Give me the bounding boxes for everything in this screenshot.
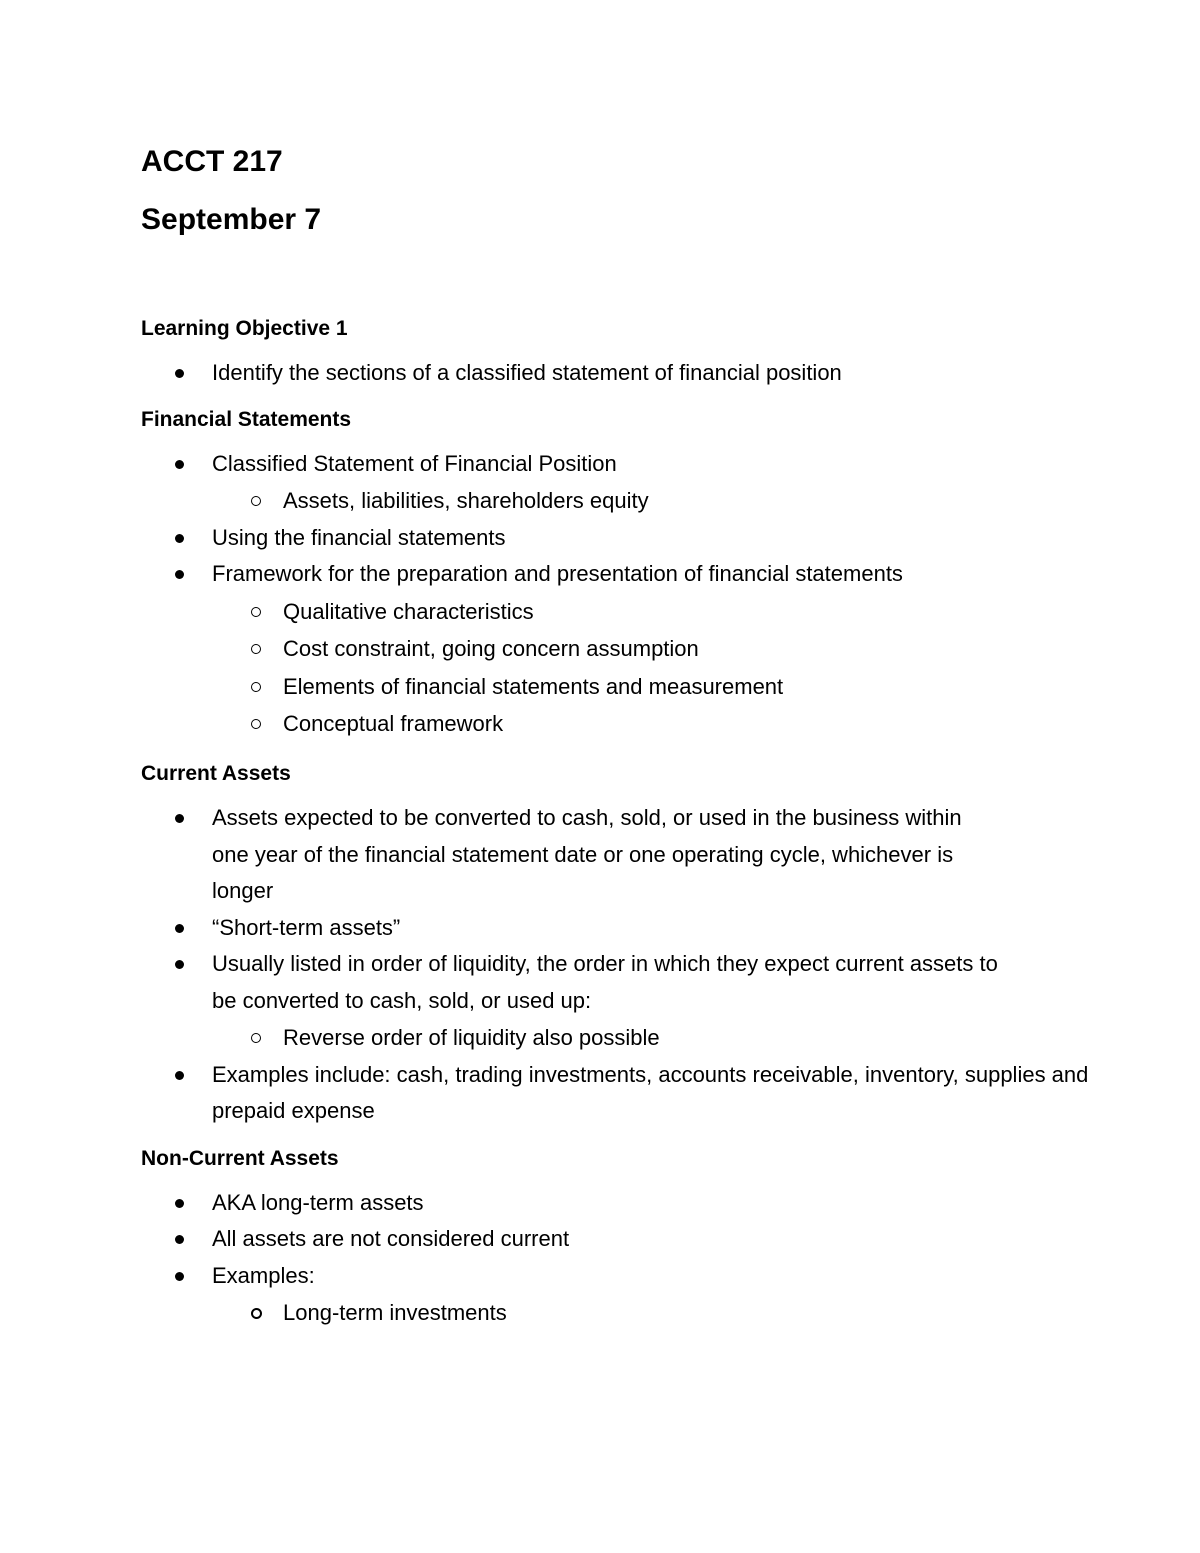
list-item: Using the financial statements	[141, 520, 1101, 557]
list-item: Classified Statement of Financial Position	[141, 446, 1101, 483]
sub-list-item: Long-term investments	[212, 1294, 1101, 1332]
section-heading: Learning Objective 1	[141, 317, 348, 340]
circle-bullet-icon	[251, 1033, 261, 1043]
list-item: Assets expected to be converted to cash, sold, or used in the business within one year of the financial statement date or one operating cycle, whichever is longer	[141, 800, 1101, 910]
list-item: Framework for the preparation and presentation of financial statements	[141, 556, 1101, 593]
bullet-icon	[175, 1272, 184, 1281]
circle-bullet-icon	[251, 682, 261, 692]
sub-list-container	[141, 1294, 1101, 1332]
sub-list	[212, 1019, 1101, 1057]
circle-bullet-icon	[251, 607, 261, 617]
bullet-icon	[175, 960, 184, 969]
list-item: Examples include: cash, trading investments, accounts receivable, inventory, supplies and prepaid expense	[141, 1057, 1101, 1130]
bullet-icon	[175, 534, 184, 543]
bullet-icon	[175, 460, 184, 469]
bullet-list	[141, 355, 1101, 392]
circle-bullet-icon	[251, 496, 261, 506]
section-heading: Current Assets	[141, 761, 291, 785]
sub-list-item: Assets, liabilities, shareholders equity	[212, 482, 1101, 520]
bullet-list	[141, 1185, 1101, 1332]
sub-list-container	[141, 482, 1101, 520]
sub-list-container	[141, 1019, 1101, 1057]
section-heading: Financial Statements	[141, 407, 352, 431]
circle-bullet-icon	[251, 719, 261, 729]
bullet-icon	[175, 814, 184, 823]
sub-list-item: Cost constraint, going concern assumption	[212, 630, 1101, 668]
bullet-icon	[175, 1071, 184, 1080]
circle-bullet-icon	[251, 1308, 262, 1319]
section-current-assets	[141, 761, 1101, 1130]
sub-list	[212, 482, 1101, 520]
section-non-current-assets	[141, 1146, 1101, 1332]
sub-list-container	[141, 593, 1101, 743]
document-page	[141, 140, 1101, 1332]
list-item: Identify the sections of a classified statement of financial position	[141, 355, 1101, 392]
list-item: AKA long-term assets	[141, 1185, 1101, 1222]
list-item: Usually listed in order of liquidity, the order in which they expect current assets to be converted to cash, sold, or used up:	[141, 946, 1101, 1019]
section-learning-objective	[141, 316, 1101, 392]
bullet-icon	[175, 369, 184, 378]
bullet-icon	[175, 570, 184, 579]
bullet-list	[141, 446, 1101, 743]
sub-list-item: Qualitative characteristics	[212, 593, 1101, 631]
date-title: September 7	[141, 203, 322, 236]
bullet-list	[141, 800, 1101, 1130]
section-heading: Non-Current Assets	[141, 1146, 339, 1170]
bullet-icon	[175, 1199, 184, 1208]
sub-list	[212, 593, 1101, 743]
bullet-icon	[175, 1235, 184, 1244]
list-item: All assets are not considered current	[141, 1221, 1101, 1258]
circle-bullet-icon	[251, 644, 261, 654]
list-item: “Short-term assets”	[141, 910, 1101, 947]
sub-list-item: Elements of financial statements and measurement	[212, 668, 1101, 706]
sub-list-item: Reverse order of liquidity also possible	[212, 1019, 1101, 1057]
sub-list-item: Conceptual framework	[212, 705, 1101, 743]
sub-list	[212, 1294, 1101, 1332]
course-title: ACCT 217	[141, 145, 283, 178]
bullet-icon	[175, 924, 184, 933]
section-financial-statements	[141, 407, 1101, 743]
list-item: Examples:	[141, 1258, 1101, 1295]
